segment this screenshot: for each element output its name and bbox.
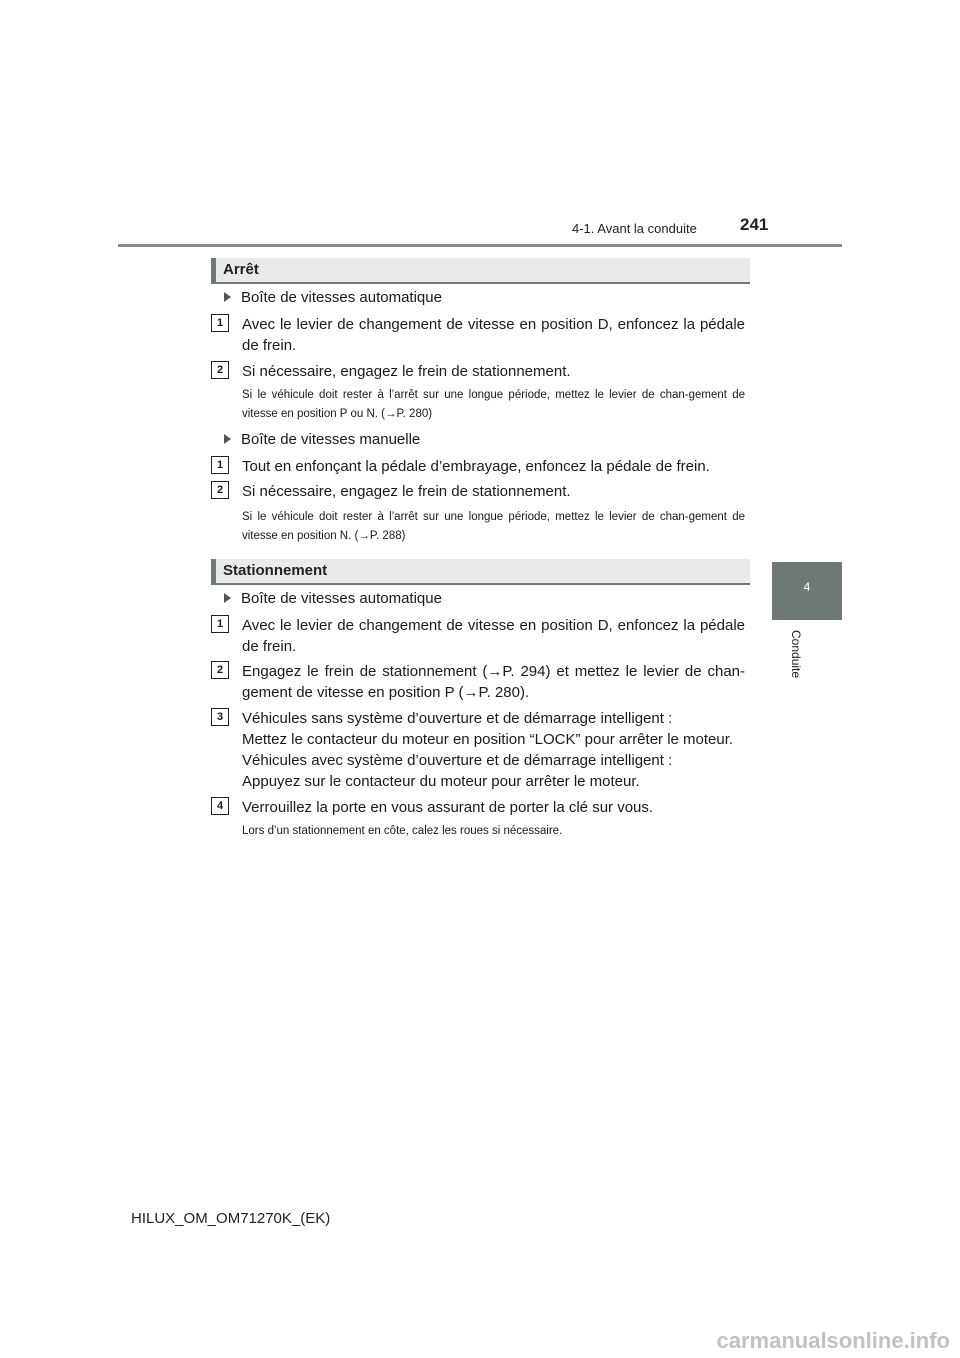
chapter-number: 4 [803, 580, 811, 594]
header-divider [118, 244, 842, 247]
step-text: Engagez le frein de stationnement (→P. 294) et mettez le levier de chan-gement de vitesse en position P (→P. 280). [242, 663, 745, 701]
step-number-icon: 4 [211, 797, 229, 815]
step-number-icon: 2 [211, 661, 229, 679]
note-text: Si le véhicule doit rester à l’arrêt sur une longue période, mettez le levier de chan-gement de vitesse en position P ou N. (→P. 280) [242, 389, 745, 420]
chapter-tab[interactable] [772, 562, 842, 620]
section-heading-title: Arrêt [223, 261, 259, 278]
step-text: Si nécessaire, engagez le frein de stationnement. [242, 483, 571, 500]
section-title: 4-1. Avant la conduite [572, 221, 697, 236]
step-text: Véhicules sans système d’ouverture et de démarrage intelligent : Mettez le contacteur du moteur en position “LOCK” pour arrêter le moteur. Véhicules avec système d’ouverture et de démarrage intelligent : Appuyez sur le contacteur du moteur pour arrêter le moteur. [242, 710, 734, 790]
section-heading-parking [211, 559, 750, 585]
subheading-automatic: Boîte de vitesses automatique [224, 590, 442, 607]
step-number-icon: 2 [211, 361, 229, 379]
step-number-icon: 3 [211, 708, 229, 726]
document-code: HILUX_OM_OM71270K_(EK) [131, 1210, 331, 1227]
note-text: Lors d’un stationnement en côte, calez les roues si nécessaire. [242, 825, 563, 837]
step-text: Avec le levier de changement de vitesse en position D, enfoncez la pédale de frein. [242, 617, 745, 655]
section-heading-title: Stationnement [223, 562, 328, 579]
step-number-icon: 1 [211, 615, 229, 633]
step-number-icon: 2 [211, 481, 229, 499]
step-number-icon: 1 [211, 456, 229, 474]
chapter-label: Conduite [789, 630, 803, 679]
step-text: Avec le levier de changement de vitesse en position D, enfoncez la pédale de frein. [242, 316, 745, 354]
step-text: Verrouillez la porte en vous assurant de porter la clé sur vous. [242, 799, 654, 816]
step-number-icon: 1 [211, 314, 229, 332]
step-text: Si nécessaire, engagez le frein de stationnement. [242, 363, 571, 380]
subheading-automatic: Boîte de vitesses automatique [224, 289, 442, 306]
page-number: 241 [740, 215, 769, 234]
subheading-manual: Boîte de vitesses manuelle [224, 431, 420, 448]
step-text: Tout en enfonçant la pédale d’embrayage, enfoncez la pédale de frein. [242, 458, 710, 475]
triangle-bullet-icon [224, 292, 231, 302]
watermark: carmanualsonline.info [716, 1328, 950, 1353]
triangle-bullet-icon [224, 434, 231, 444]
triangle-bullet-icon [224, 593, 231, 603]
note-text: Si le véhicule doit rester à l’arrêt sur une longue période, mettez le levier de chan-gement de vitesse en position N. (→P. 288) [242, 511, 745, 542]
section-heading-stop [211, 258, 750, 284]
